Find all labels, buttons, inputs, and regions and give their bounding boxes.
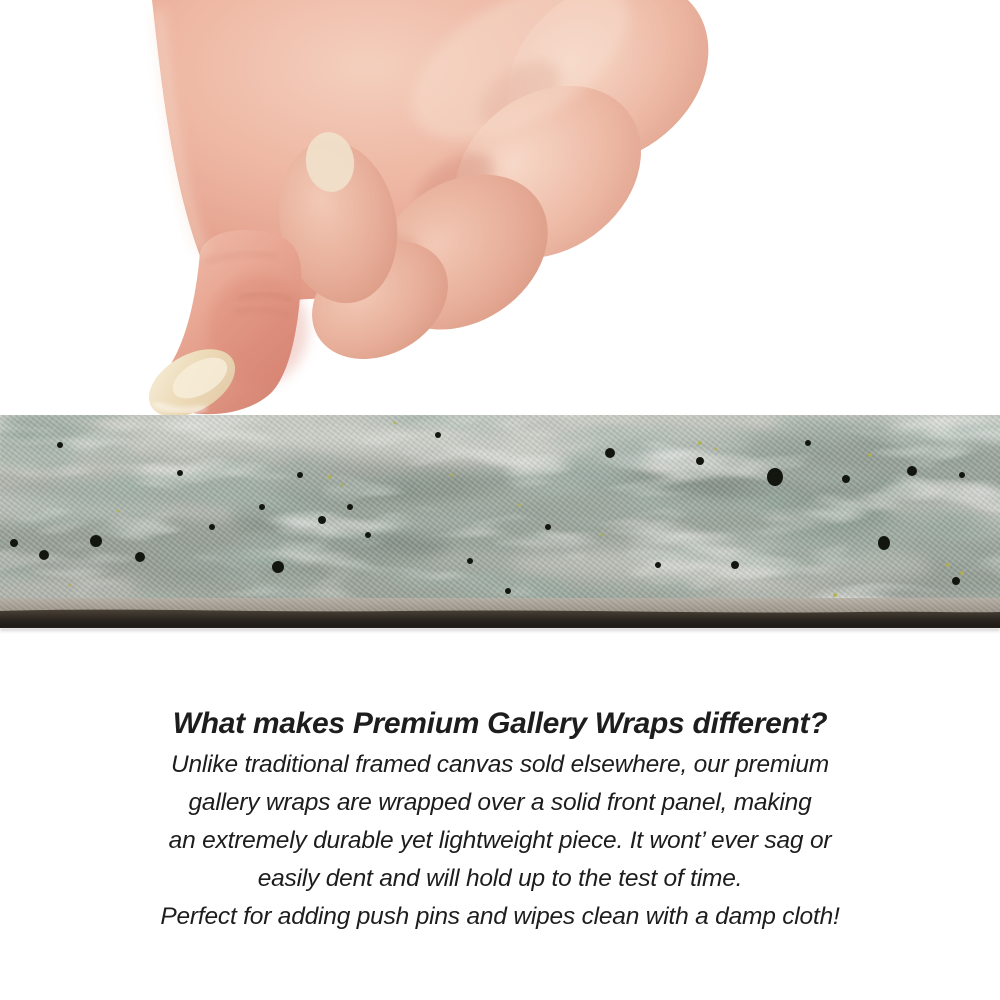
- info-heading: What makes Premium Gallery Wraps different?: [172, 707, 828, 740]
- canvas-drop-shadow: [0, 628, 1000, 633]
- panel-dark-edge: [0, 610, 1000, 628]
- info-line-1: Unlike traditional framed canvas sold elsewhere, our premium: [171, 751, 829, 778]
- info-line-5: Perfect for adding push pins and wipes clean with a damp cloth!: [160, 903, 840, 930]
- canvas-edge-photo: [0, 415, 1000, 628]
- info-line-3: an extremely durable yet lightweight piece. It wont’ ever sag or: [168, 827, 832, 854]
- info-line-2: gallery wraps are wrapped over a solid front panel, making: [188, 789, 812, 816]
- info-line-4: easily dent and will hold up to the test of time.: [257, 865, 743, 892]
- canvas-grain: [0, 415, 1000, 613]
- info-text-block: [0, 702, 1000, 936]
- hand-photo: [0, 0, 1000, 420]
